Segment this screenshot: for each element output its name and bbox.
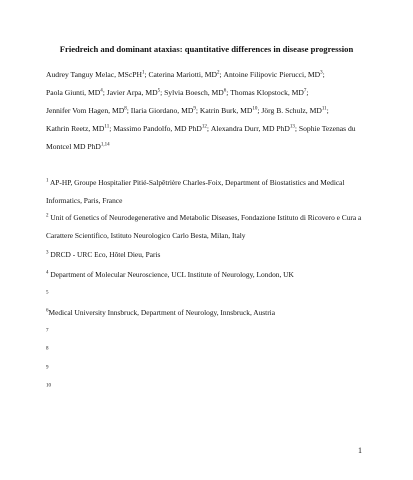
affiliation-7: 7 xyxy=(46,328,49,334)
author: Jörg B. Schulz, MD$^{11}$; xyxy=(261,106,329,115)
paper-title: Friedreich and dominant ataxias: quantitative differences in disease progression xyxy=(59,44,354,54)
affiliation-9: 9 xyxy=(46,365,49,371)
page-number: 1 xyxy=(358,446,362,455)
author: Caterina Mariotti, $MD^2$; xyxy=(148,70,224,79)
author: Katrin Burk, MD$^{10}$; xyxy=(199,106,262,115)
author: Alexandra Durr, MD PhD$^{13}$; xyxy=(210,124,299,133)
affiliation-2: $^2$ Unit of Genetics of Neurodegenerative and Metabolic Diseases, Fondazione Istituto di Ricovero e Cura a Carattere Scientifico, Istituto Neurologico Carlo Besta, Milan, Italy xyxy=(46,213,362,240)
author: Massimo Pandolfo, MD PhD$^{12}$; xyxy=(113,124,211,133)
author: Antoine Filipovic Pierucci, $MD^3$; xyxy=(223,70,325,79)
author: Thomas Klopstock, $MD^7$; xyxy=(230,88,309,97)
affiliation-5: 5 xyxy=(46,290,49,296)
author: Jennifer Vom Hagen, $MD^8$; xyxy=(46,106,131,115)
affiliation-4: $^4$ Department of Molecular Neuroscience, UCL Institute of Neurology, London, UK xyxy=(46,270,294,279)
author: Kathrin Reetz, MD$^{11}$; xyxy=(46,124,114,133)
author: Paola Giunti, $MD^4$; xyxy=(46,88,107,97)
affiliation-10: 10 xyxy=(46,383,51,389)
affiliation-6: $^6$Medical University Innsbruck, Department of Neurology, Innsbruck, Austria xyxy=(46,308,276,317)
affiliation-1: $^1$ AP-HP, Groupe Hospitalier Pitié-Salpêtrière Charles-Foix, Department of Biostatistics and Medical Informatics, Paris, France xyxy=(46,178,345,205)
author: Audrey Tanguy Melac, MScPH$^1$; xyxy=(46,70,149,79)
affiliation-3: $^3$ DRCD - URC Eco, Hôtel Dieu, Paris xyxy=(46,250,161,259)
author: Sophie Tezenas du Montcel MD PhD$^{1,14}$ xyxy=(46,124,356,151)
author-list xyxy=(46,66,371,156)
author: Ilaria Giordano, $MD^9$; xyxy=(130,106,200,115)
affiliation-8: 8 xyxy=(46,346,49,352)
author: Sylvia Boesch, $MD^6$; xyxy=(164,88,231,97)
author: Javier Arpa, $MD^5$; xyxy=(106,88,165,97)
